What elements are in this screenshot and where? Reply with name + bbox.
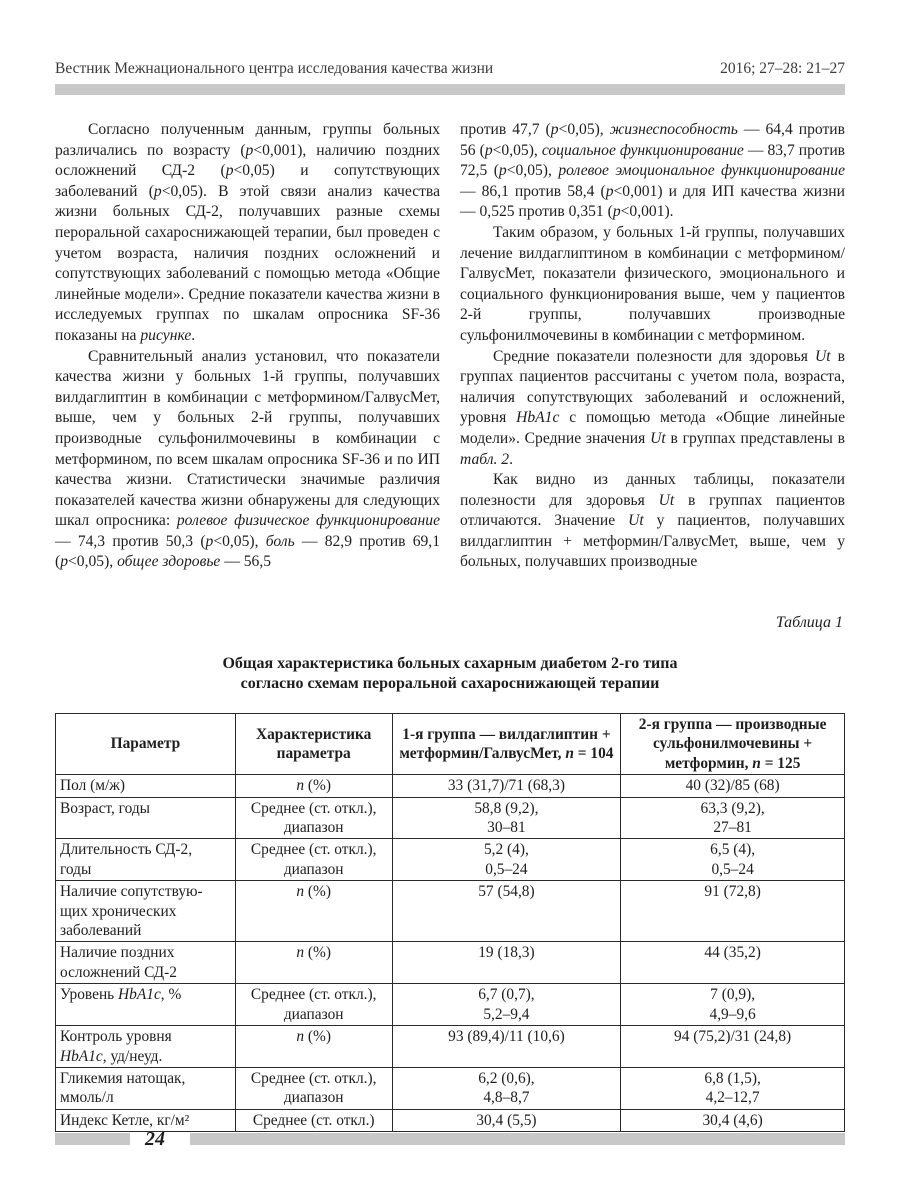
table-row <box>56 942 845 984</box>
header-param: Параметр <box>56 714 236 775</box>
cell-param: Наличие сопутствую- щих хронических заболеваний <box>56 881 236 942</box>
cell-group1: 58,8 (9,2), 30–81 <box>392 797 621 839</box>
footer-bar-left <box>55 1133 130 1145</box>
paragraph: Средние показатели полезности для здоровья Ut в группах пациентов рассчитаны с учетом пола, возраста, наличия сопутствующих заболеваний и осложнений, уровня HbA1c с помощью метода «Общие линейные модели». Средние значения Ut в группах представлены в табл. 2. <box>460 347 846 468</box>
paragraph: Таким образом, у больных 1-й группы, получавших лечение вилдаглиптином в комбинации с метформином/ГалвусМет, показатели физического, эмоционального и социального функционирования выше, чем у пациентов 2-й группы, получавших производные сульфонилмочевины в комбинации с метформином. <box>460 223 845 344</box>
cell-group2: 44 (35,2) <box>621 942 845 984</box>
cell-param: Наличие поздних осложнений СД-2 <box>56 942 236 984</box>
cell-param: Пол (м/ж) <box>56 775 236 797</box>
right-column <box>460 120 845 573</box>
table-label: Таблица 1 <box>775 614 843 631</box>
cell-group2: 6,8 (1,5), 4,2–12,7 <box>621 1067 845 1109</box>
cell-group2: 63,3 (9,2), 27–81 <box>621 797 845 839</box>
cell-group2: 6,5 (4), 0,5–24 <box>621 839 845 881</box>
cell-characteristic: n (%) <box>235 775 392 797</box>
cell-param: Длительность СД-2, годы <box>56 839 236 881</box>
footer-bar-right <box>190 1133 845 1145</box>
cell-group1: 6,2 (0,6), 4,8–8,7 <box>392 1067 621 1109</box>
cell-characteristic: Среднее (ст. откл.), диапазон <box>235 1067 392 1109</box>
running-header <box>55 60 845 82</box>
table-title: Общая характеристика больных сахарным диабетом 2-го типа согласно схемам пероральной сахароснижающей терапии <box>222 655 678 692</box>
cell-param: Гликемия натощак, ммоль/л <box>56 1067 236 1109</box>
paragraph: Согласно полученным данным, группы больных различались по возрасту (p<0,001), наличию поздних осложнений СД-2 (p<0,05) и сопутствующих заболеваний (p<0,05). В этой связи анализ качества жизни больных СД-2, получавших разные схемы пероральной сахароснижающей терапии, был проведен с учетом возраста, наличия поздних осложнений и сопутствующих заболеваний с помощью метода «Общие линейные модели». Средние показатели качества жизни в исследуемых группах по шкалам опросника SF-36 показаны на рисунке. <box>55 121 441 344</box>
cell-group1: 5,2 (4), 0,5–24 <box>392 839 621 881</box>
table-header-row <box>56 714 845 775</box>
cell-characteristic: n (%) <box>235 1026 392 1068</box>
cell-group1: 33 (31,7)/71 (68,3) <box>392 775 621 797</box>
cell-group2: 40 (32)/85 (68) <box>621 775 845 797</box>
cell-group1: 19 (18,3) <box>392 942 621 984</box>
table-row <box>56 839 845 881</box>
cell-characteristic: Среднее (ст. откл.), диапазон <box>235 797 392 839</box>
left-column <box>55 120 440 573</box>
cell-group1: 57 (54,8) <box>392 881 621 942</box>
cell-characteristic: n (%) <box>235 881 392 942</box>
table-row <box>56 1067 845 1109</box>
table-row <box>56 1026 845 1068</box>
cell-group2: 30,4 (4,6) <box>621 1109 845 1131</box>
header-characteristic: Характеристика параметра <box>235 714 392 775</box>
cell-group1: 30,4 (5,5) <box>392 1109 621 1131</box>
paragraph: Сравнительный анализ установил, что показатели качества жизни у больных 1-й группы, получавших вилдаглиптин в комбинации с метформином/ГалвусМет, выше, чем у больных 2-й группы, получавших производные сульфонилмочевины в комбинации с метформином, по всем шкалам опросника SF-36 и по ИП качества жизни. Статистически значимые различия показателей качества жизни обнаружены для следующих шкал опросника: ролевое физическое функционирование — 74,3 против 50,3 (p<0,05), боль — 82,9 против 69,1 (p<0,05), общее здоровье — 56,5 <box>55 347 440 571</box>
cell-param: Индекс Кетле, кг/м² <box>56 1109 236 1131</box>
header-rule <box>55 84 845 95</box>
table-row <box>56 984 845 1026</box>
cell-param: Уровень HbA1c, % <box>56 984 236 1026</box>
cell-characteristic: Среднее (ст. откл.), диапазон <box>235 839 392 881</box>
table-row <box>56 775 845 797</box>
journal-title: Вестник Межнационального центра исследования качества жизни <box>55 60 494 77</box>
cell-group1: 6,7 (0,7), 5,2–9,4 <box>392 984 621 1026</box>
cell-characteristic: Среднее (ст. откл.), диапазон <box>235 984 392 1026</box>
cell-param: Возраст, годы <box>56 797 236 839</box>
cell-param: Контроль уровня HbA1c, уд/неуд. <box>56 1026 236 1068</box>
page-number: 24 <box>145 1128 165 1150</box>
characteristics-table <box>55 713 845 1132</box>
cell-group2: 94 (75,2)/31 (24,8) <box>621 1026 845 1068</box>
header-group1: 1-я группа — вилдаглиптин + метформин/ГалвусМет, n = 104 <box>392 714 621 775</box>
header-group2: 2-я группа — производные сульфонилмочевины + метформин, n = 125 <box>621 714 845 775</box>
table-row <box>56 881 845 942</box>
cell-characteristic: n (%) <box>235 942 392 984</box>
cell-group1: 93 (89,4)/11 (10,6) <box>392 1026 621 1068</box>
cell-group2: 91 (72,8) <box>621 881 845 942</box>
paragraph: против 47,7 (p<0,05), жизнеспособность — 64,4 против 56 (p<0,05), социальное функционирование — 83,7 против 72,5 (p<0,05), ролевое эмоциональное функционирование — 86,1 против 58,4 (p<0,001) и для ИП качества жизни — 0,525 против 0,351 (p<0,001). <box>460 121 846 221</box>
cell-group2: 7 (0,9), 4,9–9,6 <box>621 984 845 1026</box>
issue-info: 2016; 27–28: 21–27 <box>720 60 845 77</box>
paragraph: Как видно из данных таблицы, показатели полезности для здоровья Ut в группах пациентов отличаются. Значение Ut у пациентов, получавших вилдаглиптин + метформин/ГалвусМет, выше, чем у больных, получавших производные <box>460 471 845 571</box>
table-row <box>56 1109 845 1131</box>
table-row <box>56 797 845 839</box>
cell-characteristic: Среднее (ст. откл.) <box>235 1109 392 1131</box>
